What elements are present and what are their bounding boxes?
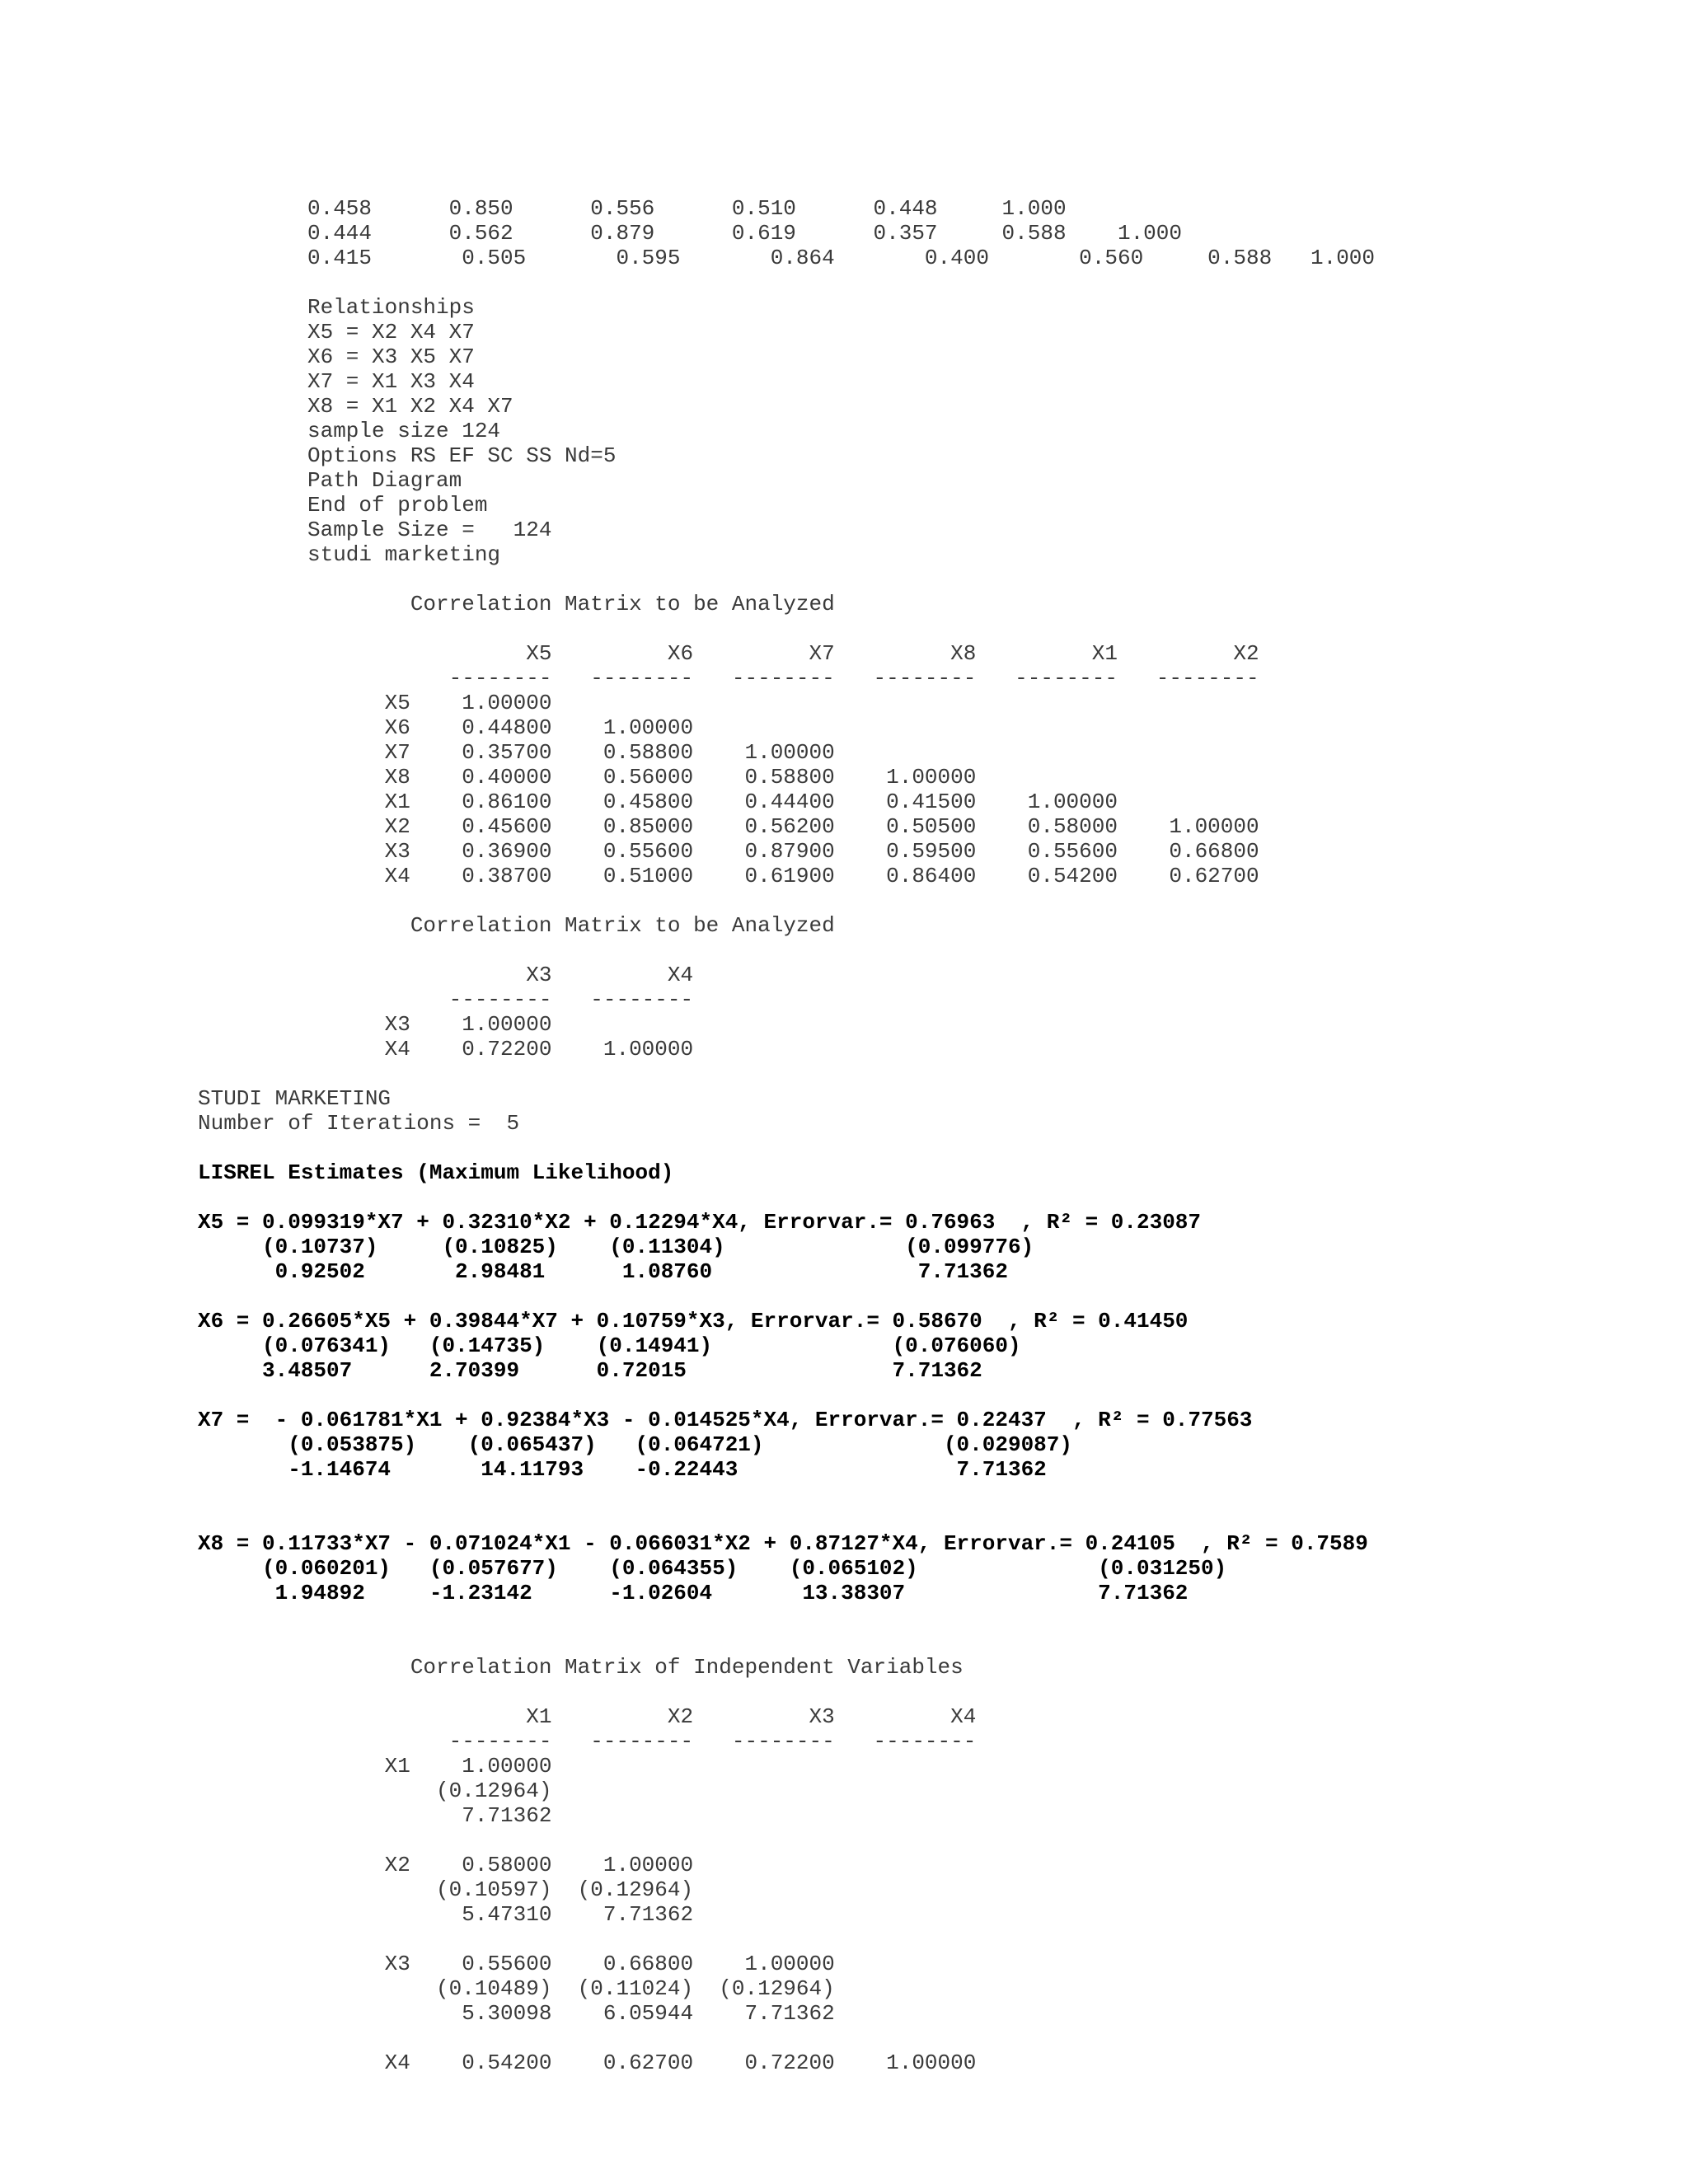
iterations-line: Number of Iterations = 5	[198, 1111, 520, 1136]
matrix-header: X1 X2 X3 X4	[307, 1704, 977, 1729]
equation-x8-se: (0.060201) (0.057677) (0.064355) (0.065102) (0.031250)	[198, 1556, 1227, 1581]
equation-x5-t: 0.92502 2.98481 1.08760 7.71362	[198, 1259, 1008, 1284]
matrix-row: X3 0.36900 0.55600 0.87900 0.59500 0.55600 0.66800	[307, 839, 1259, 864]
syntax-line: X8 = X1 X2 X4 X7	[307, 394, 513, 419]
matrix-row-se: (0.10489) (0.11024) (0.12964)	[307, 1976, 835, 2001]
syntax-line: sample size 124	[307, 419, 501, 443]
input-matrix-row: 0.444 0.562 0.879 0.619 0.357 0.588 1.000	[307, 221, 1182, 246]
matrix-row: X6 0.44800 1.00000	[307, 715, 694, 740]
matrix-row: X2 0.45600 0.85000 0.56200 0.50500 0.58000 1.00000	[307, 814, 1259, 839]
equation-x5: X5 = 0.099319*X7 + 0.32310*X2 + 0.12294*X4, Errorvar.= 0.76963 , R² = 0.23087	[198, 1210, 1201, 1235]
matrix-row-t: 5.47310 7.71362	[307, 1902, 694, 1927]
section-heading: Correlation Matrix to be Analyzed	[307, 592, 835, 616]
equation-x6: X6 = 0.26605*X5 + 0.39844*X7 + 0.10759*X3, Errorvar.= 0.58670 , R² = 0.41450	[198, 1309, 1189, 1333]
equation-x5-se: (0.10737) (0.10825) (0.11304) (0.099776)	[198, 1235, 1034, 1259]
equation-x7-se: (0.053875) (0.065437) (0.064721) (0.029087)	[198, 1432, 1072, 1457]
matrix-row: X5 1.00000	[307, 691, 552, 715]
syntax-line: Options RS EF SC SS Nd=5	[307, 443, 617, 468]
matrix-row: X1 1.00000	[307, 1754, 552, 1779]
matrix-row: X1 0.86100 0.45800 0.44400 0.41500 1.00000	[307, 790, 1118, 814]
matrix-row-t: 5.30098 6.05944 7.71362	[307, 2001, 835, 2026]
matrix-row: X8 0.40000 0.56000 0.58800 1.00000	[307, 765, 977, 790]
syntax-line: X7 = X1 X3 X4	[307, 369, 475, 394]
matrix-rule: -------- -------- -------- --------	[307, 1729, 977, 1754]
section-heading: Correlation Matrix of Independent Variables	[307, 1655, 964, 1680]
input-matrix-row: 0.415 0.505 0.595 0.864 0.400 0.560 0.588 1.000	[307, 246, 1376, 270]
matrix-row: X2 0.58000 1.00000	[307, 1853, 694, 1877]
equation-x6-t: 3.48507 2.70399 0.72015 7.71362	[198, 1358, 982, 1383]
matrix-row: X7 0.35700 0.58800 1.00000	[307, 740, 835, 765]
input-matrix-row: 0.458 0.850 0.556 0.510 0.448 1.000	[307, 196, 1067, 221]
matrix-header: X3 X4	[307, 963, 694, 987]
matrix-row: X4 0.72200 1.00000	[307, 1037, 694, 1062]
matrix-rule: -------- -------- -------- -------- -------- --------	[307, 666, 1259, 691]
syntax-line: X5 = X2 X4 X7	[307, 320, 475, 344]
matrix-row-se: (0.12964)	[307, 1779, 552, 1803]
equation-x7: X7 = - 0.061781*X1 + 0.92384*X3 - 0.014525*X4, Errorvar.= 0.22437 , R² = 0.77563	[198, 1408, 1253, 1432]
matrix-header: X5 X6 X7 X8 X1 X2	[307, 641, 1259, 666]
matrix-row-t: 7.71362	[307, 1803, 552, 1828]
equation-x8-t: 1.94892 -1.23142 -1.02604 13.38307 7.71362	[198, 1581, 1189, 1605]
syntax-line: X6 = X3 X5 X7	[307, 344, 475, 369]
syntax-line: Relationships	[307, 295, 475, 320]
equation-x7-t: -1.14674 14.11793 -0.22443 7.71362	[198, 1457, 1047, 1482]
matrix-rule: -------- --------	[307, 987, 694, 1012]
syntax-line: Sample Size = 124	[307, 518, 552, 542]
matrix-row: X4 0.54200 0.62700 0.72200 1.00000	[307, 2050, 977, 2075]
estimates-heading: LISREL Estimates (Maximum Likelihood)	[198, 1160, 674, 1185]
matrix-row-se: (0.10597) (0.12964)	[307, 1877, 694, 1902]
output-title: STUDI MARKETING	[198, 1086, 392, 1111]
matrix-row: X3 1.00000	[307, 1012, 552, 1037]
syntax-line: End of problem	[307, 493, 488, 518]
syntax-line: studi marketing	[307, 542, 501, 567]
equation-x8: X8 = 0.11733*X7 - 0.071024*X1 - 0.066031*X2 + 0.87127*X4, Errorvar.= 0.24105 , R² = 0.7589	[198, 1531, 1368, 1556]
matrix-row: X4 0.38700 0.51000 0.61900 0.86400 0.54200 0.62700	[307, 864, 1259, 888]
equation-x6-se: (0.076341) (0.14735) (0.14941) (0.076060)	[198, 1333, 1021, 1358]
section-heading: Correlation Matrix to be Analyzed	[307, 913, 835, 938]
matrix-row: X3 0.55600 0.66800 1.00000	[307, 1952, 835, 1976]
syntax-line: Path Diagram	[307, 468, 462, 493]
